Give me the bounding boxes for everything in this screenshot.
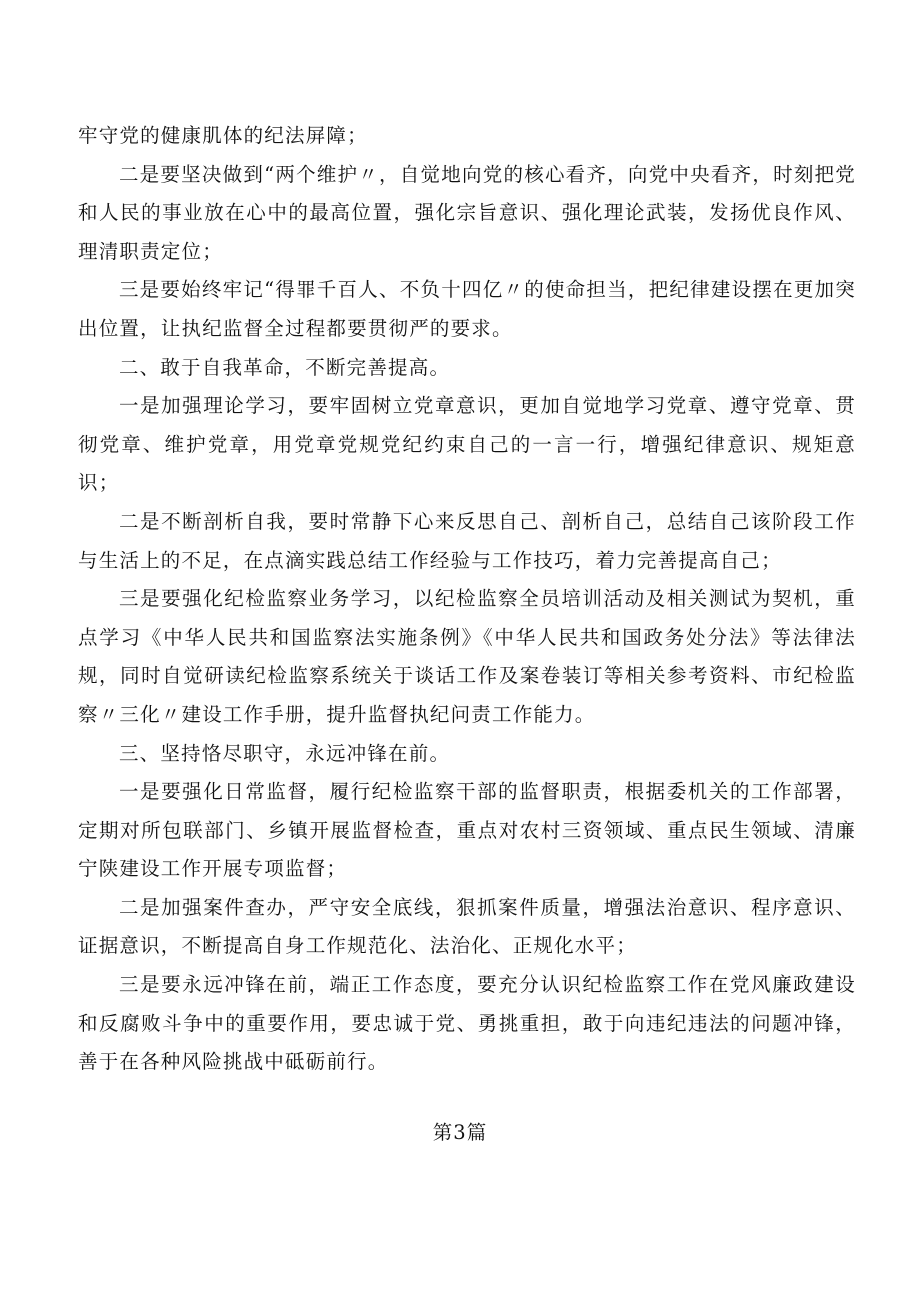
paragraph-item: 三是要强化纪检监察业务学习，以纪检监察全员培训活动及相关测试为契机，重点学习《中华人民共和国监察法实施条例》《中华人民共和国政务处分法》等法律法规，同时自觉研读纪检监察系统关于谈话工作及案卷装订等相关参考资料、市纪检监察〃三化〃建设工作手册，提升监督执纪问责工作能力。 — [78, 587, 856, 726]
paragraph-item: 一是加强理论学习，要牢固树立党章意识，更加自觉地学习党章、遵守党章、贯彻党章、维护党章，用党章党规党纪约束自己的一言一行，增强纪律意识、规矩意识； — [78, 394, 856, 495]
paragraph-continuation: 牢守党的健康肌体的纪法屏障； — [78, 124, 368, 147]
section-heading: 三、坚持恪尽职守，永远冲锋在前。 — [118, 741, 451, 765]
paragraph-item: 二是加强案件查办，严守安全底线，狠抓案件质量，增强法治意识、程序意识、证据意识，不断提高自身工作规范化、法治化、正规化水平； — [78, 895, 856, 958]
section-heading: 二、敢于自我革命，不断完善提高。 — [118, 355, 451, 379]
document-body — [78, 117, 856, 1082]
paragraph-item: 三是要永远冲锋在前，端正工作态度，要充分认识纪检监察工作在党风廉政建设和反腐败斗争中的重要作用，要忠诚于党、勇挑重担，敢于向违纪违法的问题冲锋，善于在各种风险挑战中砥砺前行。 — [78, 973, 856, 1074]
paragraph-item: 三是要始终牢记“得罪千百人、不负十四亿〃的使命担当，把纪律建设摆在更加突出位置，让执纪监督全过程都要贯彻严的要求。 — [78, 278, 856, 340]
paragraph-item: 一是要强化日常监督，履行纪检监察干部的监督职责，根据委机关的工作部署，定期对所包联部门、乡镇开展监督检查，重点对农村三资领域、重点民生领域、清廉宁陕建设工作开展专项监督； — [78, 780, 856, 881]
section-label: 第3篇 — [432, 1121, 488, 1144]
paragraph-item: 二是要坚决做到“两个维护〃，自觉地向党的核心看齐，向党中央看齐，时刻把党和人民的事业放在心中的最高位置，强化宗旨意识、强化理论武装，发扬优良作风、理清职责定位； — [78, 162, 856, 263]
paragraph-item: 二是不断剖析自我，要时常静下心来反思自己、剖析自己，总结自己该阶段工作与生活上的不足，在点滴实践总结工作经验与工作技巧，着力完善提高自己； — [78, 509, 856, 572]
